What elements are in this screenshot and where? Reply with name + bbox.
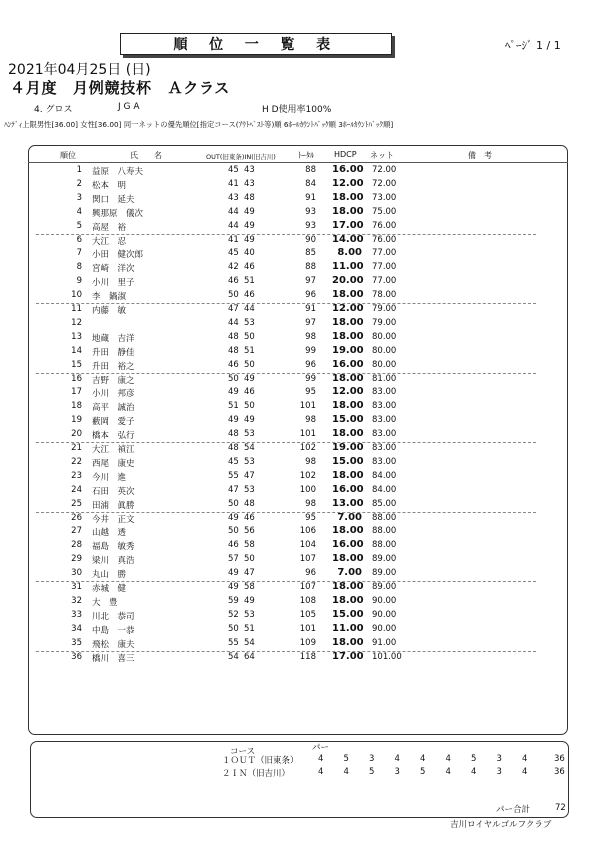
out-score: 44 [228,206,239,217]
total-score: 107 [299,554,316,565]
total-score: 98 [305,498,316,509]
net-score: 85.00 [372,498,397,509]
in-score: 40 [244,248,255,259]
rank-cell: 17 [71,387,82,398]
rank-cell: 20 [71,429,82,440]
player-name: 藪岡 愛子 [92,417,135,428]
in-score: 53 [244,609,255,620]
rank-cell: 35 [71,637,82,648]
hole-par: 4 [522,754,528,764]
rank-cell: 13 [71,331,82,342]
hdcp-value: 15.00 [332,414,364,426]
player-name: 小川 里子 [92,278,135,289]
rank-cell: 28 [71,540,82,551]
out-score: 45 [228,165,239,175]
total-score: 88 [305,262,316,273]
net-score: 78.00 [372,290,397,301]
par-label: パー [312,743,330,753]
rank-cell: 16 [71,373,82,384]
total-score: 91 [305,304,316,314]
out-score: 59 [228,595,239,606]
total-score: 93 [305,206,316,217]
header-rank: 順位 [60,151,76,160]
net-score: 83.00 [372,443,397,453]
total-score: 100 [299,484,316,495]
par-total-value: 72 [555,803,566,813]
in-score: 49 [244,234,255,245]
hole-par: 4 [343,767,349,777]
hdcp-value: 18.00 [332,636,364,648]
header-out-in: OUT(旧東条)IN(旧吉川) [206,153,276,161]
total-score: 96 [305,290,316,301]
hdcp-value: 18.00 [332,316,364,328]
total-score: 104 [299,540,316,551]
player-name: 田浦 眞勝 [92,500,135,511]
in-score: 50 [244,554,255,565]
rank-cell: 23 [71,470,82,481]
hdcp-value: 16.00 [332,539,364,551]
in-score: 56 [244,526,255,537]
net-score: 88.00 [372,526,397,537]
hole-par: 4 [471,767,477,777]
rank-cell: 9 [76,276,82,287]
total-score: 106 [299,526,316,537]
hdcp-value: 12.00 [332,386,364,398]
rank-cell: 26 [71,512,82,523]
net-score: 80.00 [372,359,397,370]
hole-par: 4 [318,767,324,777]
hdcp-value: 8.00 [337,247,362,259]
hdcp-value: 14.00 [332,233,364,245]
net-score: 79.00 [372,317,397,328]
course-name: ２ＩＮ（旧吉川） [222,769,291,779]
in-score: 46 [244,387,255,398]
rank-cell: 12 [71,317,82,328]
net-score: 72.00 [372,165,397,175]
course-par-total: 36 [554,767,565,777]
page-title: 順 位 一 覧 表 [120,33,392,55]
net-score: 79.00 [372,304,397,314]
net-score: 83.00 [372,429,397,440]
in-score: 51 [244,623,255,634]
out-score: 49 [228,512,239,523]
hdcp-value: 11.00 [332,622,364,634]
player-name: 小川 邦彦 [92,389,135,400]
net-score: 88.00 [372,540,397,551]
total-score: 101 [299,623,316,634]
rank-cell: 34 [71,623,82,634]
net-score: 83.00 [372,387,397,398]
player-name: 今川 進 [92,472,127,483]
in-score: 49 [244,415,255,426]
rank-cell: 1 [76,165,82,175]
out-score: 48 [228,331,239,342]
hdcp-value: 19.00 [332,442,364,453]
hdcp-value: 12.00 [332,177,364,189]
header-total: ﾄｰﾀﾙ [298,151,314,160]
out-score: 43 [228,192,239,203]
rank-cell: 7 [76,248,82,259]
rank-cell: 6 [76,234,82,245]
player-name: 西尾 康史 [92,458,135,469]
hole-par: 3 [496,754,502,764]
hdcp-value: 18.00 [332,205,364,217]
total-score: 101 [299,429,316,440]
in-score: 49 [244,206,255,217]
player-name: 小田 健次郎 [92,250,144,261]
rank-cell: 11 [71,304,82,314]
net-score: 83.00 [372,415,397,426]
rank-cell: 5 [76,220,82,231]
course-info [30,741,569,818]
in-score: 58 [244,582,255,592]
net-score: 77.00 [372,248,397,259]
total-score: 98 [305,456,316,467]
in-score: 48 [244,192,255,203]
hdcp-value: 18.00 [332,289,364,301]
in-score: 47 [244,470,255,481]
rank-cell: 14 [71,345,82,356]
total-score: 98 [305,415,316,426]
total-score: 109 [299,637,316,648]
player-name: 今井 正文 [92,514,135,525]
rank-cell: 29 [71,554,82,565]
player-name: 大江 禎江 [92,445,135,455]
hdcp-value: 18.00 [332,428,364,440]
rank-cell: 25 [71,498,82,509]
player-name: 地蔵 吉洋 [92,333,135,344]
net-score: 80.00 [372,345,397,356]
rank-cell: 8 [76,262,82,273]
event-date: 2021年04月25日 (日) [8,62,151,78]
handicap-rules: ﾊﾝﾃﾞｨ上限男性[36.00] 女性[36.00] 同一ネットの優先順位[指定コース(ｱｳﾄﾍﾞｽﾄ等)順 6ﾎｰﾙｶｳﾝﾄﾊﾞｯｸ順 3ﾎｰﾙｶｳﾝﾄﾊﾞｯｸ順] [4,120,394,129]
out-score: 48 [228,443,239,453]
hole-par: 5 [369,767,375,777]
hdcp-value: 18.00 [332,553,364,565]
out-score: 47 [228,484,239,495]
hole-par: 4 [445,754,451,764]
rank-cell: 32 [71,595,82,606]
total-score: 93 [305,220,316,231]
net-score: 76.00 [372,234,397,245]
in-score: 44 [244,304,255,314]
net-score: 101.00 [372,651,402,662]
player-name: 福島 敏秀 [92,542,135,553]
hdcp-value: 18.00 [332,330,364,342]
total-score: 88 [305,165,316,175]
net-score: 84.00 [372,484,397,495]
out-score: 55 [228,470,239,481]
hdcp-value: 17.00 [332,219,364,231]
player-name: 松本 明 [92,180,127,191]
out-score: 46 [228,359,239,370]
in-score: 54 [244,443,255,453]
net-score: 77.00 [372,276,397,287]
player-name: 梁川 真浩 [92,556,135,567]
in-score: 46 [244,512,255,523]
net-score: 72.00 [372,178,397,189]
net-score: 88.00 [372,512,397,523]
rank-cell: 36 [71,651,82,662]
header-note: 備 考 [468,151,492,160]
net-score: 89.00 [372,554,397,565]
header-name: 氏 名 [130,151,162,160]
hdcp-value: 18.00 [332,400,364,412]
rank-cell: 27 [71,526,82,537]
page-number: ﾍﾟｰｼﾞ 1 / 1 [505,39,561,52]
header-net: ネット [370,151,394,160]
out-score: 49 [228,568,239,579]
in-score: 49 [244,595,255,606]
out-score: 48 [228,345,239,356]
net-score: 75.00 [372,206,397,217]
in-score: 58 [244,540,255,551]
in-score: 64 [244,651,255,662]
total-score: 91 [305,192,316,203]
player-name: 飛松 康夫 [92,639,135,650]
in-score: 43 [244,178,255,189]
rank-cell: 30 [71,568,82,579]
rank-cell: 22 [71,456,82,467]
hole-par: 4 [420,754,426,764]
out-score: 41 [228,234,239,245]
total-score: 99 [305,373,316,384]
rank-cell: 18 [71,401,82,412]
hole-par: 4 [318,754,324,764]
player-name: 宮崎 洋次 [92,264,135,275]
hole-par: 3 [369,754,375,764]
player-name: 関口 延夫 [92,194,135,205]
total-score: 96 [305,568,316,579]
out-score: 41 [228,178,239,189]
net-score: 90.00 [372,623,397,634]
out-score: 54 [228,651,239,662]
net-score: 91.00 [372,637,397,648]
player-name: 山越 透 [92,528,127,539]
header-hdcp: HDCP [334,150,357,159]
out-score: 48 [228,429,239,440]
rank-cell: 3 [76,192,82,203]
out-score: 50 [228,526,239,537]
total-score: 84 [305,178,316,189]
player-name: 石田 英次 [92,486,135,497]
total-score: 118 [299,651,316,662]
hdcp-value: 18.00 [332,191,364,203]
hole-par: 4 [522,767,528,777]
player-name: 興那原 儀次 [92,208,144,219]
net-score: 81.00 [372,373,397,384]
rank-cell: 33 [71,609,82,620]
net-score: 84.00 [372,470,397,481]
net-score: 90.00 [372,595,397,606]
hdcp-value: 18.00 [332,525,364,537]
in-score: 54 [244,637,255,648]
rank-cell: 2 [76,178,82,189]
out-score: 44 [228,220,239,231]
rank-cell: 10 [71,290,82,301]
in-score: 51 [244,276,255,287]
player-name: 吉野 康之 [92,375,135,386]
player-name: 益原 八寿夫 [92,167,144,177]
in-score: 50 [244,331,255,342]
rank-cell: 24 [71,484,82,495]
out-score: 57 [228,554,239,565]
out-score: 50 [228,623,239,634]
out-score: 50 [228,498,239,509]
net-score: 89.00 [372,582,397,592]
rank-cell: 31 [71,582,82,592]
hdcp-value: 7.00 [337,567,362,579]
rating-system: J G A [118,102,140,112]
player-name: 升田 裕之 [92,361,135,372]
total-score: 97 [305,276,316,287]
hdcp-value: 18.00 [332,469,364,481]
hole-par: 5 [343,754,349,764]
hdcp-value: 15.00 [332,455,364,467]
net-score: 83.00 [372,401,397,412]
total-score: 107 [299,582,316,592]
out-score: 42 [228,262,239,273]
out-score: 45 [228,248,239,259]
total-score: 95 [305,512,316,523]
course-par-total: 36 [554,754,565,764]
hdcp-value: 18.00 [332,372,364,384]
hdcp-value: 15.00 [332,608,364,620]
in-score: 43 [244,165,255,175]
hole-par: 3 [394,767,400,777]
out-score: 52 [228,609,239,620]
hdcp-value: 17.00 [332,650,364,662]
in-score: 53 [244,484,255,495]
player-name: 赤城 健 [92,584,127,594]
hole-par: 4 [445,767,451,777]
in-score: 53 [244,456,255,467]
net-score: 76.00 [372,220,397,231]
in-score: 47 [244,568,255,579]
total-score: 98 [305,331,316,342]
competition-name: ４月度 月例競技杯 Ａクラス [10,79,231,97]
out-score: 50 [228,290,239,301]
total-score: 85 [305,248,316,259]
net-score: 77.00 [372,262,397,273]
in-score: 53 [244,429,255,440]
in-score: 49 [244,373,255,384]
total-score: 105 [299,609,316,620]
in-score: 46 [244,262,255,273]
total-score: 95 [305,387,316,398]
out-score: 45 [228,456,239,467]
out-score: 49 [228,582,239,592]
out-score: 51 [228,401,239,412]
player-name: 大江 忍 [92,236,127,247]
rank-cell: 19 [71,415,82,426]
header-divider [28,162,568,163]
handicap-rate: H D使用率100% [262,105,332,115]
player-name: 橋川 喜三 [92,653,135,664]
hdcp-value: 13.00 [332,497,364,509]
hdcp-value: 11.00 [332,261,364,273]
in-score: 51 [244,345,255,356]
hdcp-value: 16.00 [332,358,364,370]
player-name: 川北 恭司 [92,611,135,622]
out-score: 46 [228,276,239,287]
in-score: 48 [244,498,255,509]
club-name: 吉川ロイヤルゴルフクラブ [450,820,552,830]
hole-par: 5 [420,767,426,777]
total-score: 96 [305,359,316,370]
out-score: 49 [228,387,239,398]
course-name: １ＯＵＴ（旧東条） [222,756,299,766]
hdcp-value: 20.00 [332,275,364,287]
rank-cell: 21 [71,443,82,453]
hole-par: 3 [496,767,502,777]
total-score: 101 [299,401,316,412]
net-score: 83.00 [372,456,397,467]
player-name: 内藤 敏 [92,306,127,316]
hdcp-value: 7.00 [337,511,362,523]
course-label: コース [230,747,256,757]
hole-par: 5 [471,754,477,764]
rank-cell: 15 [71,359,82,370]
scoring-method: 4. グロス [34,105,73,115]
hole-par: 4 [394,754,400,764]
out-score: 46 [228,540,239,551]
total-score: 102 [299,443,316,453]
player-name: 高屋 裕 [92,222,127,233]
total-score: 102 [299,470,316,481]
hdcp-value: 16.00 [332,483,364,495]
player-name: 大 豊 [92,597,118,608]
hdcp-value: 18.00 [332,594,364,606]
out-score: 47 [228,304,239,314]
net-score: 73.00 [372,192,397,203]
in-score: 53 [244,317,255,328]
out-score: 49 [228,415,239,426]
in-score: 49 [244,220,255,231]
net-score: 90.00 [372,609,397,620]
total-score: 99 [305,345,316,356]
par-total-label: パー合計 [496,805,531,815]
in-score: 46 [244,290,255,301]
player-name: 橋本 弘行 [92,431,135,442]
net-score: 89.00 [372,568,397,579]
hdcp-value: 12.00 [332,303,364,314]
hdcp-value: 16.00 [332,164,364,175]
player-name: 丸山 勝 [92,570,127,581]
in-score: 50 [244,359,255,370]
hdcp-value: 19.00 [332,344,364,356]
total-score: 108 [299,595,316,606]
player-name: 李 鍋淑 [92,292,127,303]
total-score: 90 [305,234,316,245]
in-score: 50 [244,401,255,412]
total-score: 97 [305,317,316,328]
net-score: 80.00 [372,331,397,342]
out-score: 44 [228,317,239,328]
hdcp-value: 18.00 [332,581,364,592]
player-name: 中島 一恭 [92,625,135,636]
out-score: 50 [228,373,239,384]
out-score: 55 [228,637,239,648]
player-name: 升田 静佳 [92,347,135,358]
rank-cell: 4 [76,206,82,217]
player-name: 高平 誠治 [92,403,135,414]
